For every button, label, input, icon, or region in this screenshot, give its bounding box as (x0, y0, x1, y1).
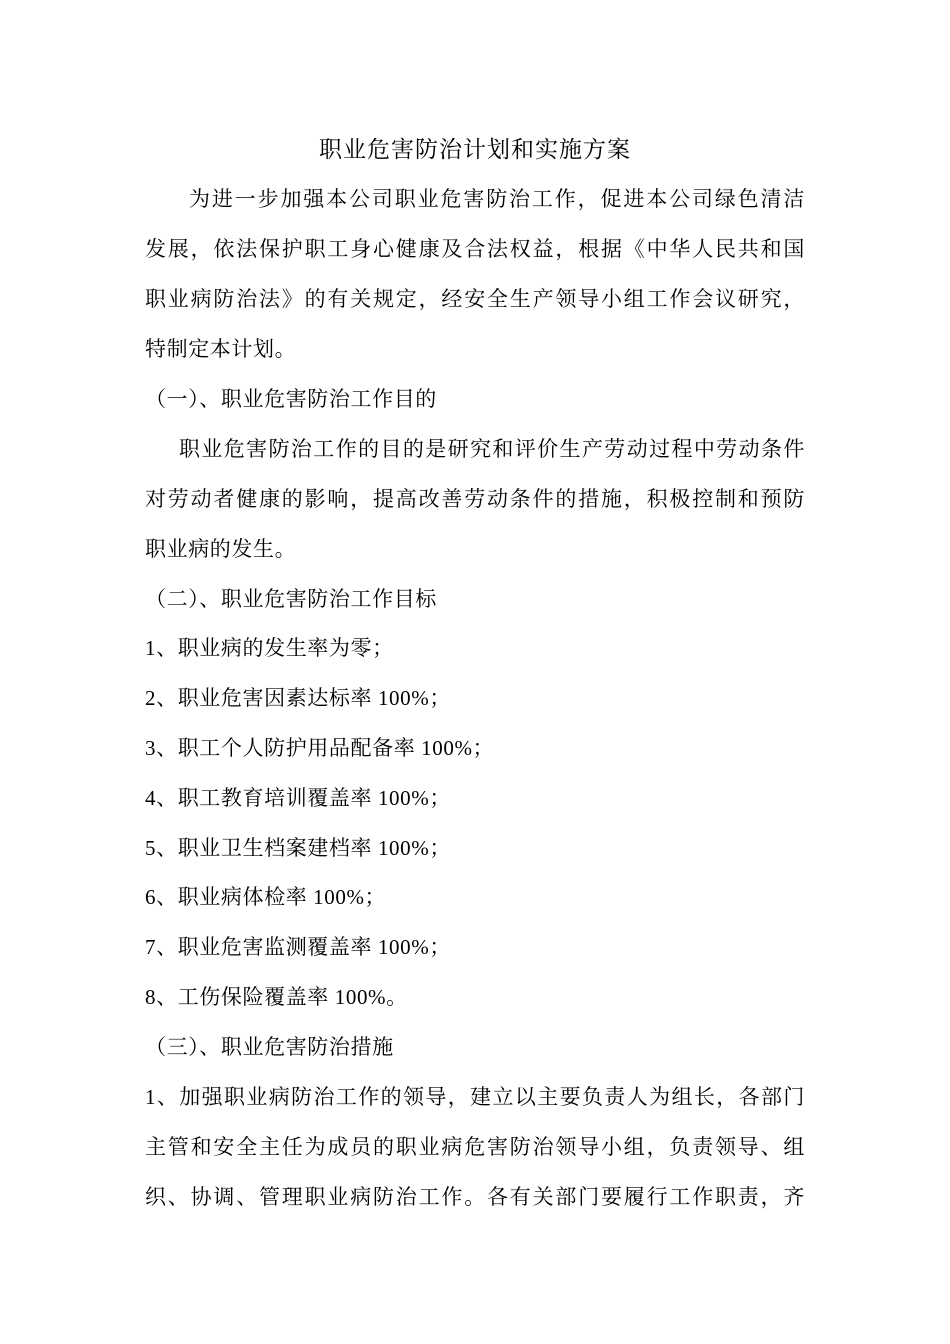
section1-line-2: 对劳动者健康的影响，提高改善劳动条件的措施，积极控制和预防 (145, 487, 805, 511)
goal-item-8: 8、工伤保险覆盖率 100%。 (145, 985, 408, 1009)
intro-line-3: 职业病防治法》的有关规定，经安全生产领导小组工作会议研究， (145, 287, 805, 311)
section1-heading: （一）、职业危害防治工作目的 (145, 387, 437, 411)
goal-item-6: 6、职业病体检率 100%； (145, 885, 387, 909)
intro-line-2: 发展，依法保护职工身心健康及合法权益，根据《中华人民共和国 (145, 237, 805, 261)
goal-item-5: 5、职业卫生档案建档率 100%； (145, 836, 451, 860)
goal-item-3: 3、职工个人防护用品配备率 100%； (145, 736, 495, 760)
section3-heading: （三）、职业危害防治措施 (145, 1035, 394, 1059)
intro-line-1: 为进一步加强本公司职业危害防治工作，促进本公司绿色清洁 (189, 187, 805, 211)
goal-item-1: 1、职业病的发生率为零； (145, 636, 394, 660)
section3-line-3: 织、协调、管理职业病防治工作。各有关部门要履行工作职责，齐 (145, 1185, 805, 1209)
document-title: 职业危害防治计划和实施方案 (319, 137, 631, 162)
section3-line-1: 1、加强职业病防治工作的领导，建立以主要负责人为组长，各部门 (145, 1085, 805, 1109)
goal-item-7: 7、职业危害监测覆盖率 100%； (145, 935, 451, 959)
section1-line-1: 职业危害防治工作的目的是研究和评价生产劳动过程中劳动条件 (179, 437, 805, 461)
goal-item-2: 2、职业危害因素达标率 100%； (145, 686, 451, 710)
intro-line-4: 特制定本计划。 (145, 337, 297, 361)
goal-item-4: 4、职工教育培训覆盖率 100%； (145, 786, 451, 810)
section2-heading: （二）、职业危害防治工作目标 (145, 587, 437, 611)
section1-line-3: 职业病的发生。 (145, 537, 297, 561)
section3-line-2: 主管和安全主任为成员的职业病危害防治领导小组，负责领导、组 (145, 1135, 805, 1159)
